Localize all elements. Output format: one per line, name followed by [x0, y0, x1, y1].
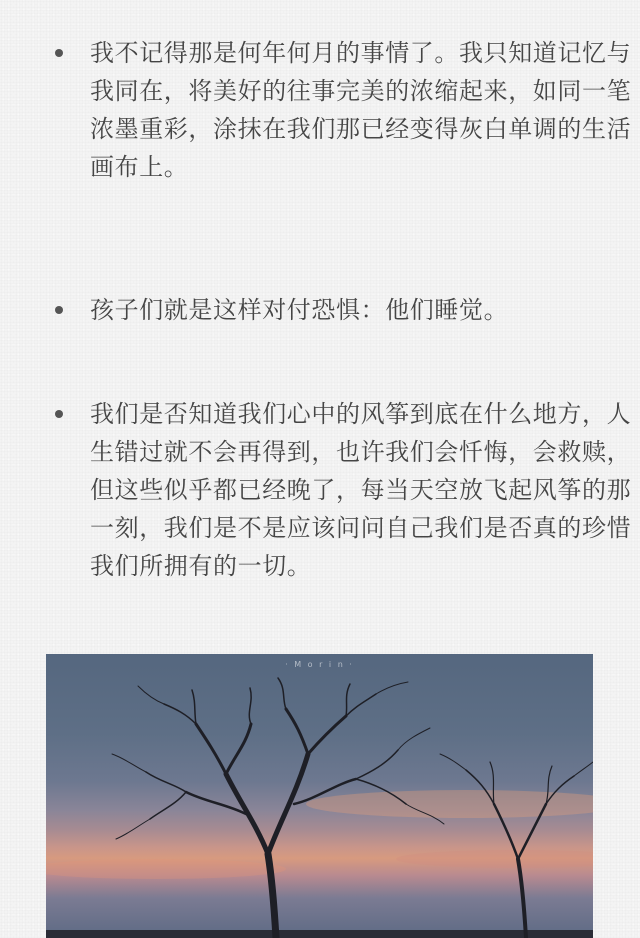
quote-text [90, 34, 632, 186]
bullet-icon [55, 410, 63, 418]
quote-line: 浓墨重彩，涂抹在我们那已经变得灰白单调的生活 [90, 115, 632, 143]
quote-line: 我们是否知道我们心中的风筝到底在什么地方，人 [90, 400, 632, 428]
quote-text [90, 291, 598, 329]
quote-line: 但这些似乎都已经晚了，每当天空放飞起风筝的那 [90, 476, 632, 504]
tree-silhouette-icon [46, 654, 593, 938]
quote-line: 我们所拥有的一切。 [90, 552, 312, 580]
quote-line: 画布上。 [90, 153, 189, 181]
bullet-icon [55, 49, 63, 57]
quote-line: 一刻，我们是不是应该问问自己我们是否真的珍惜 [90, 514, 632, 542]
quote-text [90, 395, 632, 585]
quote-line: 我同在，将美好的往事完美的浓缩起来，如同一笔 [90, 77, 632, 105]
photo-watermark: · M o r i n · [285, 660, 354, 669]
sunset-tree-photo [46, 654, 593, 938]
quote-line: 我不记得那是何年何月的事情了。我只知道记忆与 [90, 39, 632, 67]
bullet-icon [55, 306, 63, 314]
quote-line: 孩子们就是这样对付恐惧：他们睡觉。 [90, 296, 509, 324]
quote-line: 生错过就不会再得到，也许我们会忏悔，会救赎， [90, 438, 632, 466]
